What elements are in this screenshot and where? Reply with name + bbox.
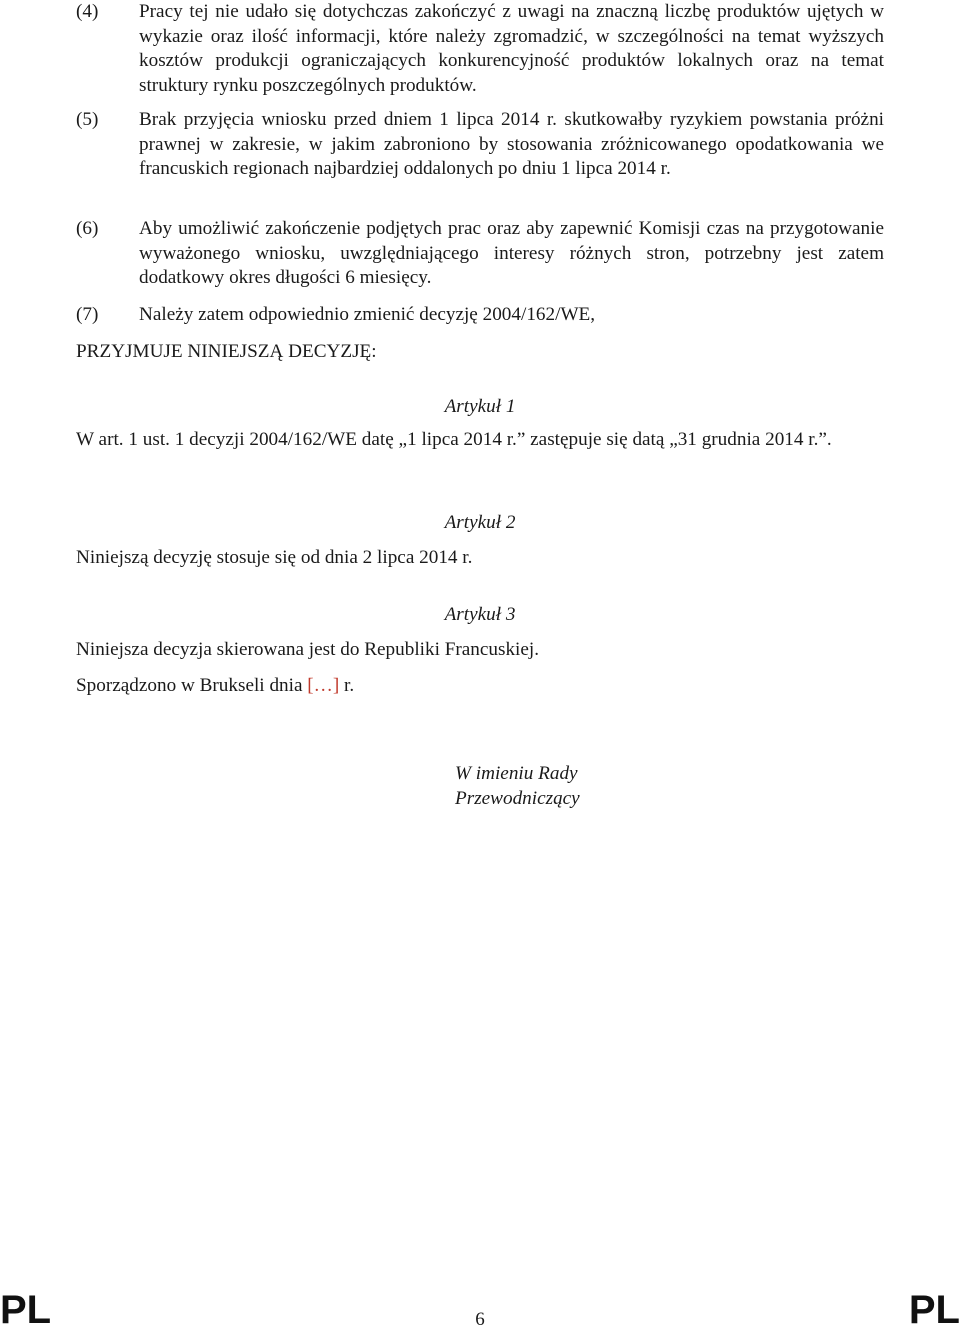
- page-number: 6: [475, 1309, 485, 1330]
- recital-text: Pracy tej nie udało się dotychczas zakończyć z uwagi na znaczną liczbę produktów ujętych w wykazie oraz ilość informacji, które należy zgromadzić, w szczególności na temat wyższych kosztów produkcji ograniczających konkurencyjność produktów lokalnych oraz na temat struktury rynku poszczególnych produktów.: [139, 1, 884, 96]
- recital-number: (7): [76, 304, 99, 325]
- recital-text: Brak przyjęcia wniosku przed dniem 1 lipca 2014 r. skutkowałby ryzykiem powstania próżni prawnej w zakresie, w jakim zabroniono by stosowania zróżnicowanego opodatkowania we francuskich regionach najbardziej oddalonych po dniu 1 lipca 2014 r.: [139, 109, 884, 180]
- signature-on-behalf: W imieniu Rady: [455, 763, 578, 784]
- recital-4: [76, 0, 884, 98]
- article-1-text: W art. 1 ust. 1 decyzji 2004/162/WE datę „1 lipca 2014 r.” zastępuje się datą „31 grudnia 2014 r.”.: [76, 429, 832, 450]
- done-at-suffix: r.: [339, 675, 355, 696]
- recital-number: (5): [76, 109, 99, 130]
- recital-text: Należy zatem odpowiednio zmienić decyzję 2004/162/WE,: [139, 304, 596, 325]
- article-2-text: Niniejszą decyzję stosuje się od dnia 2 lipca 2014 r.: [76, 547, 473, 568]
- date-placeholder: […]: [307, 675, 340, 696]
- recital-6: [76, 217, 884, 291]
- done-at-line: [76, 674, 884, 699]
- article-3-title: Artykuł 3: [444, 604, 516, 625]
- enacting-formula: PRZYJMUJE NINIEJSZĄ DECYZJĘ:: [76, 341, 377, 362]
- article-2-title: Artykuł 2: [444, 512, 516, 533]
- footer-language-right: PL: [908, 1288, 960, 1332]
- footer-language-left: PL: [0, 1288, 52, 1332]
- article-1-title: Artykuł 1: [444, 396, 516, 417]
- done-at-prefix: Sporządzono w Brukseli dnia: [76, 675, 308, 696]
- recital-number: (4): [76, 1, 99, 22]
- recital-7: [76, 303, 884, 328]
- article-3-text: Niniejsza decyzja skierowana jest do Republiki Francuskiej.: [76, 639, 540, 660]
- signature-president: Przewodniczący: [455, 788, 580, 809]
- recital-number: (6): [76, 218, 99, 239]
- recital-5: [76, 108, 884, 182]
- recital-text: Aby umożliwić zakończenie podjętych prac oraz aby zapewnić Komisji czas na przygotowanie wyważonego wniosku, uwzględniającego interesy różnych stron, potrzebny jest zatem dodatkowy okres długości 6 miesięcy.: [139, 218, 884, 289]
